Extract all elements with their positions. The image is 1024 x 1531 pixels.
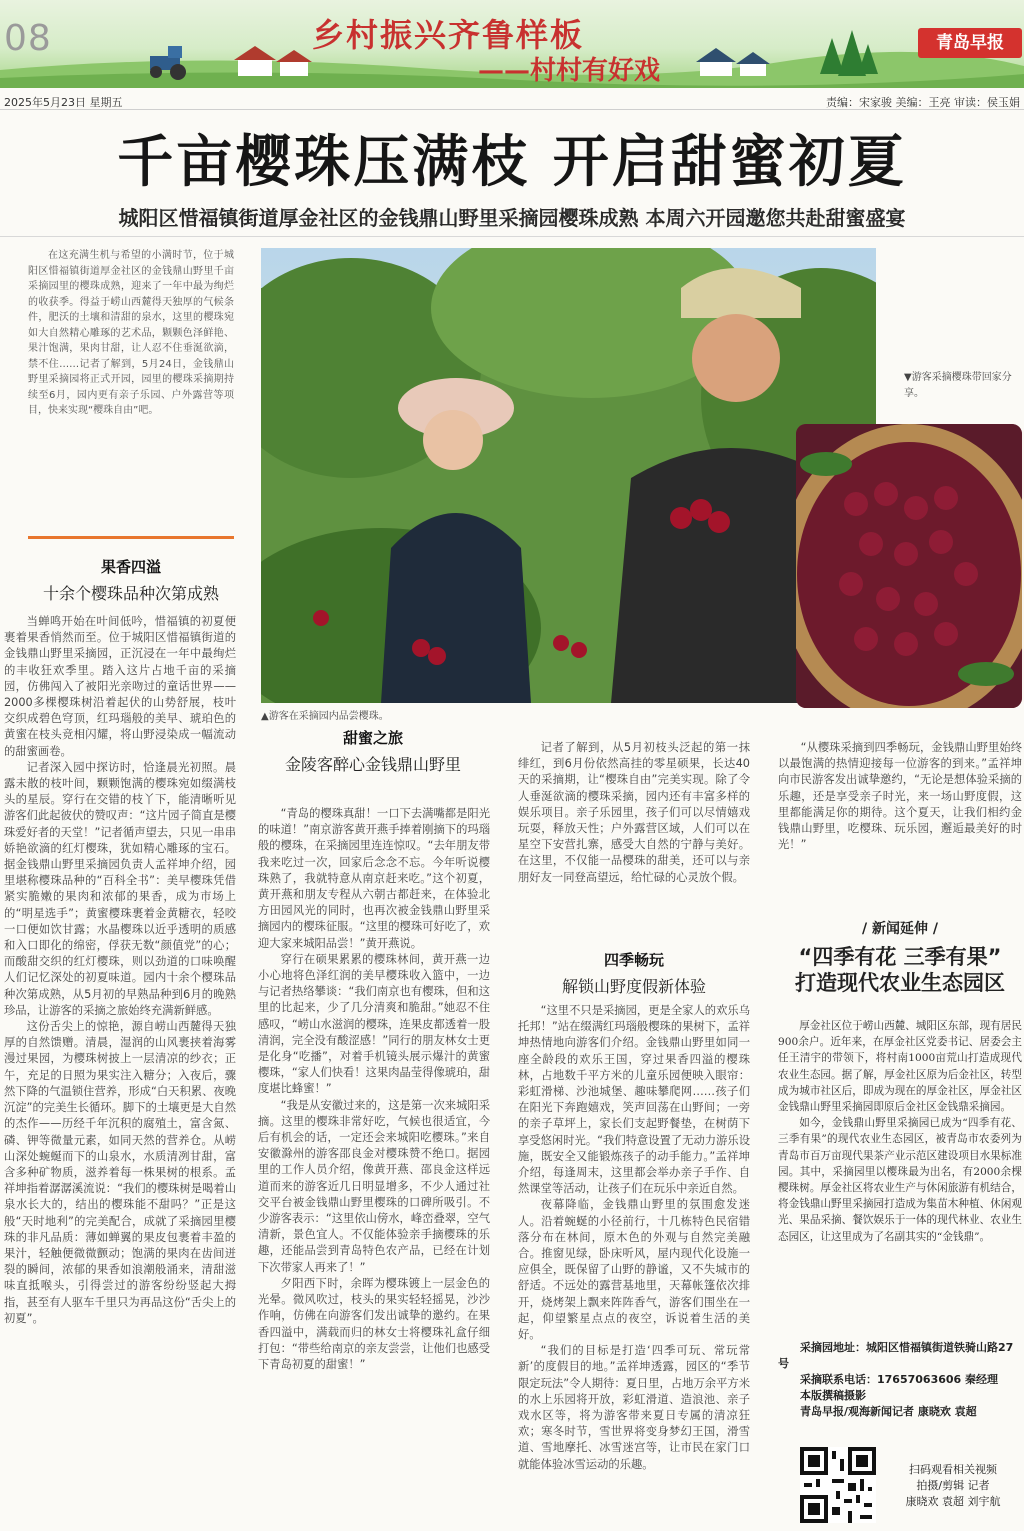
news-extension-title bbox=[778, 944, 1022, 996]
section-2-heading bbox=[258, 727, 488, 775]
paragraph: 厚金社区位于崂山西麓、城阳区东部，现有居民900余户。近年来，在厚金社区党委书记、居委会主任王清宇的带领下，将村南1000亩荒山打造成现代农业生态园。据了解，厚金社区原为后金社区，转型成为城市社区后，即成为现在的厚金社区，厚金社区金钱鼎山野里采摘园即原后金社区金钱鼎采摘园。 bbox=[778, 1020, 1022, 1114]
qr-code[interactable] bbox=[800, 1447, 876, 1523]
paragraph: “我是从安徽过来的，这是第一次来城阳采摘。这里的樱珠非常好吃，气候也很适宜，今后有机会的话，一定还会来城阳吃樱珠。”来自安徽滁州的游客邵良金对樱珠赞不绝口。据园里的工作人员介绍，像黄开燕、邵良金这样远道而来的游客近几日明显增多，不少人通过社交平台被金钱鼎山野里樱珠的口碑所吸引。不少游客表示：“这里依山傍水，峰峦叠翠，空气清新，景色宜人。不仅能体验亲手摘樱珠的乐趣，还能品尝到青岛特色农产品，已经在计划下次带家人再来了！” bbox=[258, 1098, 490, 1274]
subheadline: 城阳区惜福镇街道厚金社区的金钱鼎山野里采摘园樱珠成熟 本周六开园邀您共赴甜蜜盛宴 bbox=[118, 206, 906, 230]
paragraph: “这里不只是采摘园，更是全家人的欢乐乌托邦！”站在缀满红玛瑙般樱珠的果树下，孟祥坤热情地向游客们介绍。金钱鼎山野里如同一座全龄段的欢乐王国，穿过果香四溢的樱珠林，占地数千平方米的儿童乐园便映入眼帘：彩虹滑梯、沙池城堡、趣味攀爬网……孩子们在阳光下奔跑嬉戏，笑声回荡在山野间；一旁的亲子草坪上，家长们支起野餐垫，在树荫下享受悠闲时光。“我们特意设置了无动力游乐设施，既安全又能锻炼孩子的动手能力。”孟祥坤介绍，每逢周末，这里都会举办亲子手作、自然课堂等活动，让孩子们在玩乐中亲近自然。 bbox=[518, 1004, 750, 1196]
paragraph: “从樱珠采摘到四季畅玩，金钱鼎山野里始终以最饱满的热情迎接每一位游客的到来。”孟祥坤向市民游客发出诚挚邀约，“无论是想体验采摘的乐趣，还是享受亲子时光，来一场山野度假，这里都能满足你的期待。这个夏天，让我们相约金钱鼎山野里，吃樱珠、玩乐园，邂逅最美好的时光！” bbox=[778, 741, 1022, 852]
paragraph: 夕阳西下时，余晖为樱珠镀上一层金色的光晕。微风吹过，枝头的果实轻轻摇晃，沙沙作响，仿佛在向游客们发出诚挚的邀约。在果香四溢中，满载而归的林女士将樱珠礼盒仔细打包：“带些给南京的亲友尝尝，让他们也感受下青岛初夏的甜蜜！” bbox=[258, 1276, 490, 1371]
section-2-subtitle: 金陵客醉心金钱鼎山野里 bbox=[284, 755, 461, 774]
paragraph: 如今，金钱鼎山野里采摘园已成为“四季有花、三季有果”的现代农业生态园区，被青岛市农委列为青岛市百万亩现代果茶产业示范区建设项目水果标准园。其中，采摘园里以樱珠最为出名，有2000余棵樱珠树。厚金社区将农业生产与休闲旅游有机结合，将金钱鼎山野里采摘园打造成为集苗木种植、休闲观光、果品采摘、餐饮娱乐于一体的现代林业、农业生态园区，让这里成为了名副其实的“金钱鼎”。 bbox=[778, 1117, 1022, 1243]
intro-text: 在这充满生机与希望的小满时节，位于城阳区惜福镇街道厚金社区的金钱鼎山野里千亩采摘园里的樱珠成熟，迎来了一年中最为绚烂的收获季。得益于崂山西麓得天独厚的气候条件，肥沃的土壤和清甜的泉水，这里的樱珠宛如大自然精心雕琢的艺术品，颗颗色泽鲜艳、果汁饱满，果肉甘甜，让人忍不住垂涎欲滴，禁不住……记者了解到，5月24日，金钱鼎山野里采摘园将正式开园，园里的樱珠采摘期持续至6月，园内更有亲子乐园、户外露营等项目，快来实现“樱珠自由”吧。 bbox=[28, 250, 234, 416]
section-2-body bbox=[258, 806, 490, 1528]
paragraph: “青岛的樱珠真甜！一口下去满嘴都是阳光的味道！”南京游客黄开燕手捧着刚摘下的玛瑙般的樱珠，在采摘园里连连惊叹。“去年朋友带我来吃过一次，回家后念念不忘。今年听说樱珠熟了，我就特意从南京赶来吃。”这个初夏，黄开燕和朋友专程从六朝古都赶来，在体验北方田园风光的同时，也再次被金钱鼎山野里采摘园内的樱珠征服。“这里的樱珠可好吃了，欢迎大家来城阳品尝！”黄开燕说。 bbox=[258, 807, 490, 950]
phone: 采摘联系电话：17657063606 秦经理 bbox=[800, 1373, 999, 1386]
paragraph: 记者深入园中探访时，恰逢晨光初照。晨露未散的枝叶间，颗颗饱满的樱珠宛如缀满枝头的星辰。穿行在交错的枝丫下，能清晰听见游客们此起彼伏的赞叹声：“这片园子简直是樱珠爱好者的天堂！”记者循声望去，只见一串串娇艳欲滴的红灯樱珠，犹如精心雕琢的宝石。据金钱鼎山野里采摘园负责人孟祥坤介绍，园里堪称樱珠品种的“百科全书”：美早樱珠凭借紧实脆嫩的果肉和浓郁的果香，成为市场上的“明星选手”；黄蜜樱珠裹着金黄糖衣，轻咬一口便如饮甘露；水晶樱珠以近乎透明的质感和入口即化的绵密，俘获无数“颜值党”的心；而酸甜交织的红灯樱珠，则以劲道的口味唤醒人们记忆深处的初夏味道。园内十余个樱珠品种次第成熟，从5月初的早熟品种到6月的晚熟珍品，让游客的采摘之旅始终充满新鲜感。 bbox=[4, 760, 236, 1017]
brand-logo: 青岛早报 bbox=[918, 28, 1022, 58]
section-4-subtitle: 解锁山野度假新体验 bbox=[561, 977, 706, 996]
photo-credit: 本版撰稿摄影 bbox=[800, 1389, 866, 1402]
qr-caption-line-1: 扫码观看相关视频 bbox=[909, 1463, 997, 1476]
issue-date: 2025年5月23日 星期五 bbox=[4, 96, 123, 109]
qr-caption bbox=[888, 1462, 1018, 1510]
qr-caption-line-2: 拍摄/剪辑 记者 bbox=[916, 1479, 990, 1492]
address: 采摘园地址：城阳区惜福镇街道铁骑山路27号 bbox=[778, 1341, 1014, 1370]
paragraph: 穿行在硕果累累的樱珠林间，黄开燕一边小心地将色泽红润的美早樱珠收入篮中，一边与记者热络攀谈：“我们南京也有樱珠，但和这里的比起来，少了几分清爽和脆甜。”她忍不住感叹，“崂山水滋润的樱珠，连果皮都透着一股清润，完全没有酸涩感！”同行的朋友林女士更是化身“吃播”，对着手机镜头展示爆汁的黄蜜樱珠，“家人们快看！这果肉晶莹得像琥珀，甜度堪比蜂蜜！” bbox=[258, 952, 490, 1096]
divider bbox=[0, 236, 1024, 237]
intro-paragraph bbox=[28, 248, 234, 419]
news-extension-tag: / 新闻延伸 / bbox=[862, 921, 938, 937]
paragraph: 当蝉鸣开始在叶间低吟，惜福镇的初夏便裹着果香悄然而至。位于城阳区惜福镇街道的金钱鼎山野里采摘园，正沉浸在一年中最绚烂的丰收狂欢季里。踏入这片占地千亩的采摘园，仿佛闯入了被阳光亲吻过的童话世界——2000多棵樱珠树沿着起伏的山势舒展，枝叶交织成碧色穹顶，红玛瑙般的美早、琥珀色的黄蜜在枝头竞相闪耀，将山野浸染成一幅流动的甜蜜画卷。 bbox=[4, 615, 236, 758]
news-extension-body bbox=[778, 1018, 1022, 1338]
header-banner bbox=[0, 0, 1024, 88]
section-2-title: 甜蜜之旅 bbox=[342, 729, 403, 747]
orange-divider bbox=[28, 536, 234, 539]
main-photo bbox=[261, 248, 876, 703]
section-1-subtitle: 十余个樱珠品种次第成熟 bbox=[42, 584, 219, 603]
section-4-body-b bbox=[778, 740, 1022, 904]
paragraph: 记者了解到，从5月初枝头泛起的第一抹绯红，到6月份依然高挂的零星硕果，长达40天的采摘期，让“樱珠自由”完美实现。除了令人垂涎欲滴的樱珠采摘，园内还有丰富多样的娱乐项目。亲子乐园里，孩子们可以尽情嬉戏玩耍，释放天性；户外露营区域，人们可以在星空下安营扎寨，感受大自然的宁静与美好。在这里，不仅能一品樱珠的甜美，还可以与亲朋好友一同登高望远，给忙碌的心灵放个假。 bbox=[518, 741, 750, 884]
editor-credits: 责编：宋家骏 美编：王亮 审读：侯玉娟 bbox=[826, 96, 1020, 109]
reporter-credit: 青岛早报/观海新闻记者 康晓欢 袁超 bbox=[800, 1405, 977, 1418]
news-extension-title-line-2: 打造现代农业生态园区 bbox=[795, 971, 1005, 995]
section-1-heading bbox=[0, 556, 262, 604]
section-3-body bbox=[518, 740, 750, 940]
news-extension-title-line-1: “四季有花 三季有果” bbox=[798, 945, 1002, 969]
cherry-basket-photo bbox=[796, 424, 1022, 708]
section-4-title: 四季畅玩 bbox=[603, 951, 664, 969]
section-1-body bbox=[4, 614, 236, 1528]
side-photo-caption: ▼游客采摘樱珠带回家分享。 bbox=[904, 372, 1012, 399]
divider bbox=[0, 109, 1024, 110]
paragraph: 夜幕降临，金钱鼎山野里的氛围愈发迷人。沿着蜿蜒的小径前行，十几栋特色民宿错落分布在林间，原木色的外观与自然完美融合。推窗见绿，卧床听风，屋内现代化设施一应俱全，既保留了山野的静谧，又不失城市的舒适。不远处的露营基地里，天幕帐篷依次排开，烧烤架上飘来阵阵香气，游客们围坐在一起，仰望繁星点点的夜空，诉说着生活的美好。 bbox=[518, 1198, 750, 1342]
paragraph: 这份舌尖上的惊艳，源自崂山西麓得天独厚的自然馈赠。清晨，湿润的山风裹挟着海雾漫过果园，为樱珠树披上一层清凉的纱衣；正午，充足的日照为果实注入糖分；入夜后，骤然下降的气温锁住营养，形成“白天积累、夜晚沉淀”的完美生长循环。脚下的土壤更是大自然的杰作——历经千年沉积的腐殖土，富含氮、磷、钾等微量元素，如同天然的营养仓。从崂山深处蜿蜒而下的山泉水，水质清冽甘甜，富含多种矿物质，滋养着每一株果树的根系。孟祥坤指着潺潺溪流说：“我们的樱珠树是喝着山泉水长大的，结出的樱珠能不甜吗？”正是这般“天时地利”的完美配合，成就了采摘园里樱珠的非凡品质：薄如蝉翼的果皮包裹着丰盈的果汁，轻触便微微颤动；饱满的果肉在齿间迸裂的瞬间，浓郁的果香如浪潮般涌来，清甜滋味直抵喉头，引得尝过的游客纷纷竖起大拇指，甚至有人驱车千里只为再品这份“舌尖上的初夏”。 bbox=[4, 1020, 236, 1325]
section-title: 乡村振兴齐鲁样板 bbox=[312, 16, 585, 54]
paragraph: “我们的目标是打造‘四季可玩、常玩常新’的度假目的地。”孟祥坤透露，园区的“季节限定玩法”令人期待：夏日里，占地万余平方米的水上乐园将开放，彩虹滑道、造浪池、亲子戏水区等，将为游客带来夏日专属的清凉狂欢；寒冬时节，雪世界将变身梦幻王国，滑雪道、雪地摩托、冰雪迷宫等，让市民在家门口就能体验冰雪运动的乐趣。 bbox=[518, 1344, 750, 1471]
section-4-heading bbox=[518, 949, 750, 997]
page-number: 08 bbox=[4, 18, 52, 59]
section-4-body-a bbox=[518, 1003, 750, 1528]
section-1-title: 果香四溢 bbox=[100, 558, 161, 576]
qr-caption-line-3: 康晓欢 袁超 刘宇航 bbox=[905, 1495, 1001, 1508]
headline: 千亩樱珠压满枝 开启甜蜜初夏 bbox=[117, 130, 907, 195]
contact-info bbox=[778, 1340, 1022, 1420]
section-subtitle: ——村村有好戏 bbox=[478, 56, 661, 86]
main-photo-caption: ▲游客在采摘园内品尝樱珠。 bbox=[261, 711, 389, 722]
